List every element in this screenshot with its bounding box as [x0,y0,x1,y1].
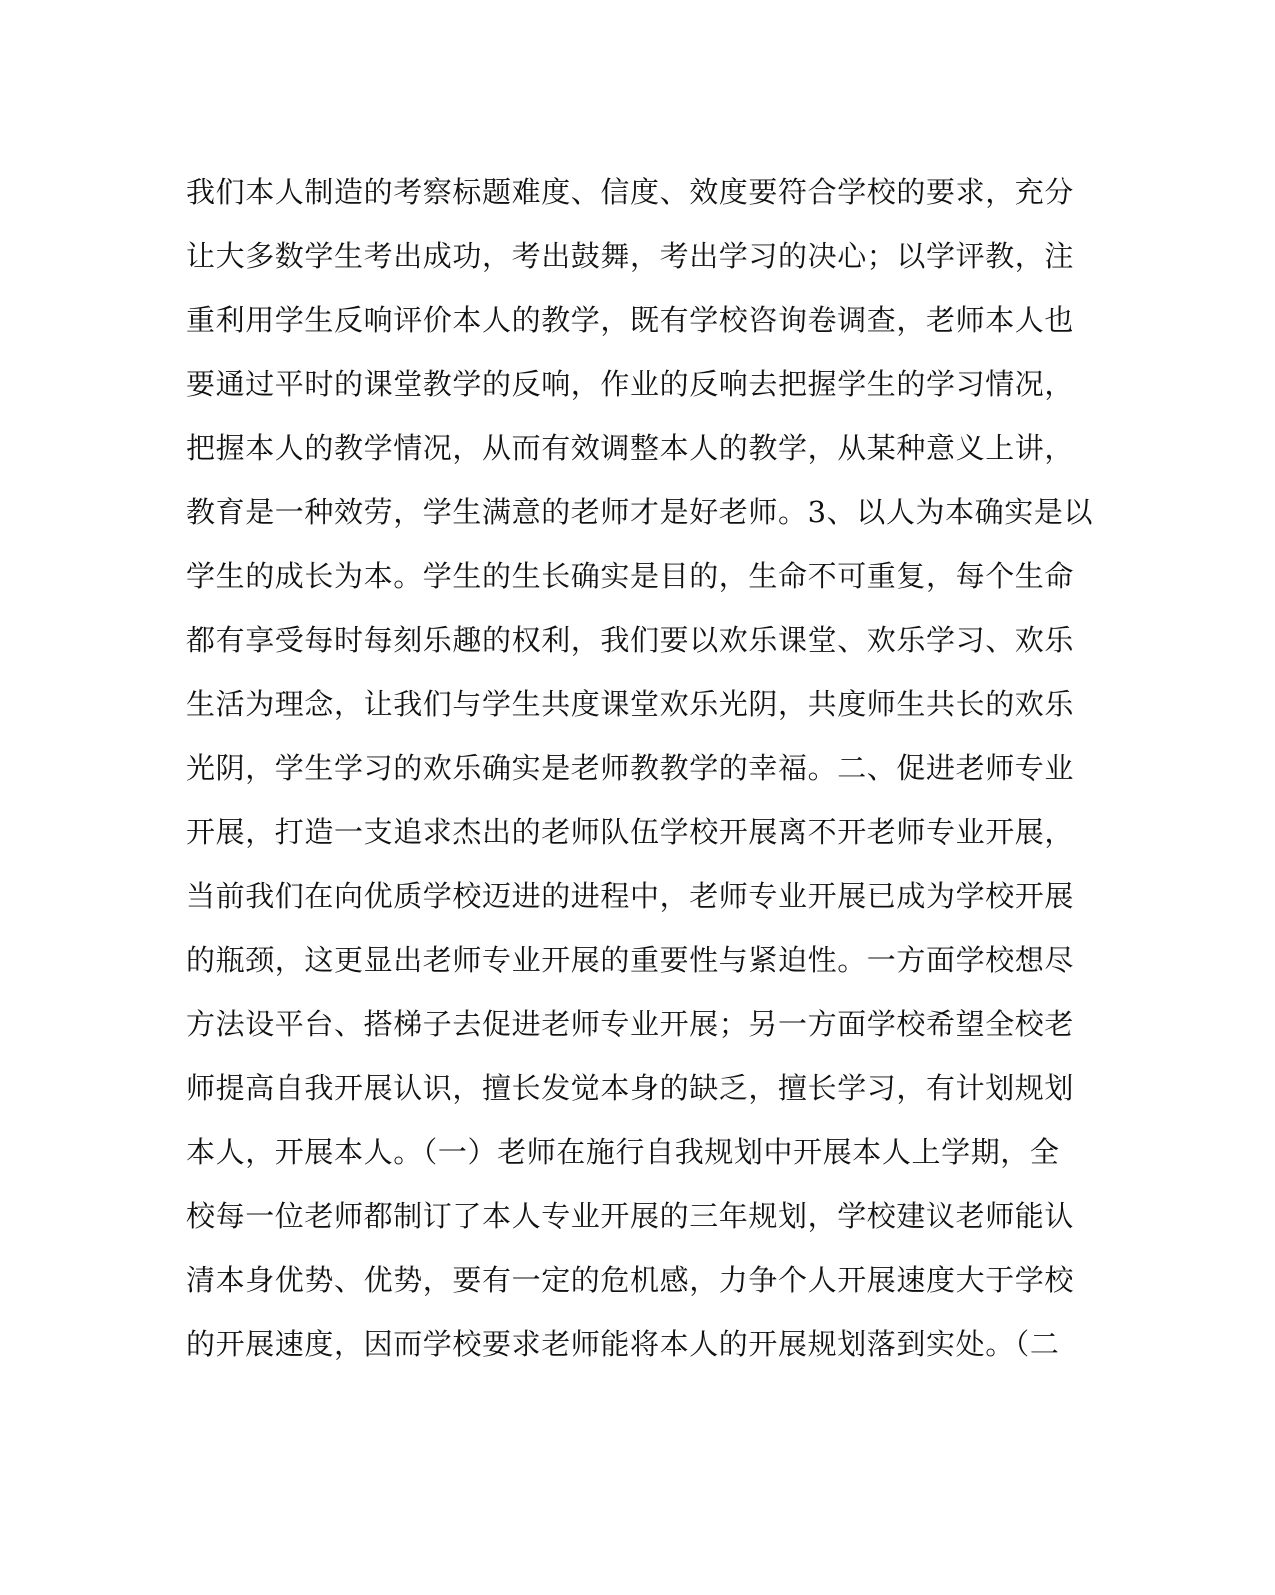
text-line: 校每一位老师都制订了本人专业开展的三年规划，学校建议老师能认 [186,1199,1075,1233]
text-line: 学生的成长为本。学生的生长确实是目的，生命不可重复，每个生命 [186,559,1075,593]
text-line: 当前我们在向优质学校迈进的进程中，老师专业开展已成为学校开展 [186,879,1075,913]
text-line: 要通过平时的课堂教学的反响，作业的反响去把握学生的学习情况， [186,367,1075,401]
text-line: 都有享受每时每刻乐趣的权利，我们要以欢乐课堂、欢乐学习、欢乐 [186,623,1075,657]
body-text [186,160,1094,1376]
text-line: 重利用学生反响评价本人的教学，既有学校咨询卷调查，老师本人也 [186,303,1075,337]
text-line: 我们本人制造的考察标题难度、信度、效度要符合学校的要求，充分 [186,175,1075,209]
text-line: 方法设平台、搭梯子去促进老师专业开展；另一方面学校希望全校老 [186,1007,1075,1041]
text-line: 把握本人的教学情况，从而有效调整本人的教学，从某种意义上讲， [186,431,1075,465]
text-line: 师提高自我开展认识，擅长发觉本身的缺乏，擅长学习，有计划规划 [186,1071,1075,1105]
text-line: 生活为理念，让我们与学生共度课堂欢乐光阴，共度师生共长的欢乐 [186,687,1075,721]
text-line: 本人，开展本人。（一）老师在施行自我规划中开展本人上学期，全 [186,1135,1060,1169]
text-line: 让大多数学生考出成功，考出鼓舞，考出学习的决心；以学评教，注 [186,239,1075,273]
text-line: 的开展速度，因而学校要求老师能将本人的开展规划落到实处。（二 [186,1327,1060,1361]
text-line: 开展，打造一支追求杰出的老师队伍学校开展离不开老师专业开展， [186,815,1075,849]
text-line: 的瓶颈，这更显出老师专业开展的重要性与紧迫性。一方面学校想尽 [186,943,1075,977]
text-line: 清本身优势、优势，要有一定的危机感，力争个人开展速度大于学校 [186,1263,1075,1297]
text-line: 教育是一种效劳，学生满意的老师才是好老师。3、以人为本确实是以 [186,495,1094,529]
text-line: 光阴，学生学习的欢乐确实是老师教教学的幸福。二、促进老师专业 [186,751,1075,785]
